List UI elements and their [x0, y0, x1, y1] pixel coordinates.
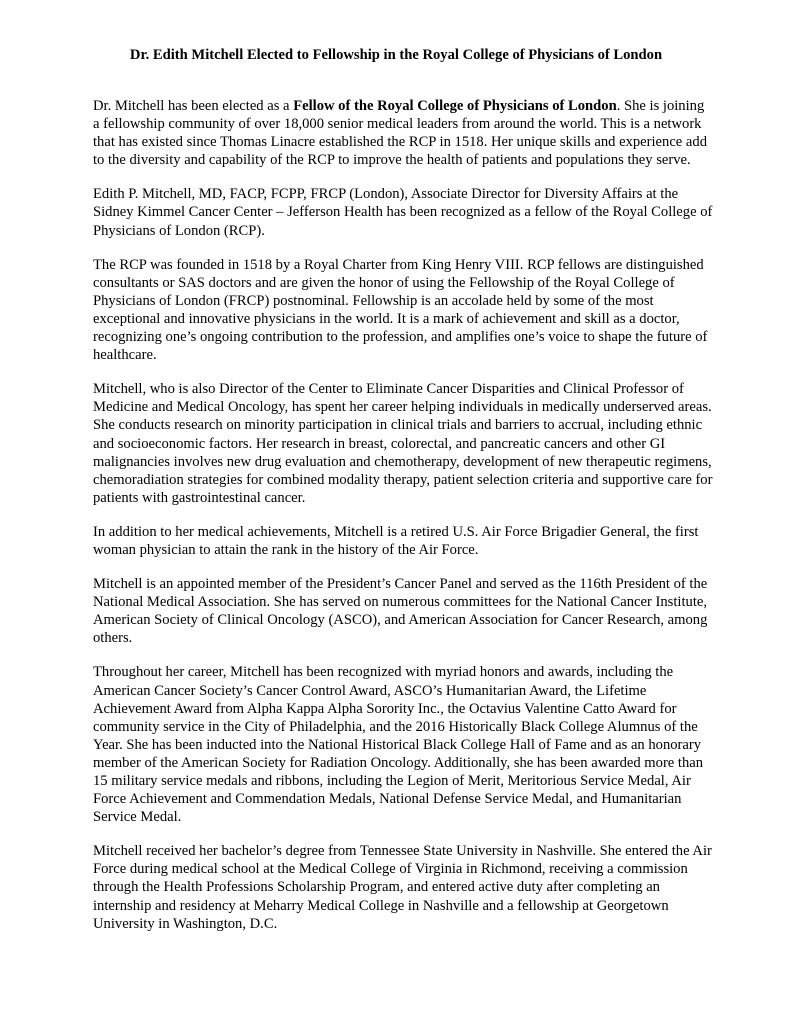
fellowship-title-bold: Fellow of the Royal College of Physicians of London — [293, 98, 617, 114]
paragraph-text: . She is joining a fellowship community of over 18,000 senior medical leaders from around the world. This is a network that has existed since Thomas Linacre established the RCP in 1518. Her unique skills and experience add to the diversity and capability of the RCP to improve the health of patients and populations they serve. — [93, 98, 707, 169]
paragraph-appointments: Mitchell is an appointed member of the President’s Cancer Panel and served as the 116th President of the National Medical Association. She has served on numerous committees for the National Cancer Institute, American Society of Clinical Oncology (ASCO), and American Association for Cancer Research, among others. — [93, 576, 708, 647]
paragraph-text: Dr. Mitchell has been elected as a — [93, 98, 294, 114]
paragraph-education: Mitchell received her bachelor’s degree from Tennessee State University in Nashville. She entered the Air Force during medical school at the Medical College of Virginia in Richmond, receiving a commission through the Health Professions Scholarship Program, and entered active duty after completing an internship and residency at Meharry Medical College in Nashville and a fellowship at Georgetown University in Washington, D.C. — [93, 843, 712, 932]
paragraph-honors: Throughout her career, Mitchell has been recognized with myriad honors and awards, including the American Cancer Society’s Cancer Control Award, ASCO’s Humanitarian Award, the Lifetime Achievement Award from Alpha Kappa Alpha Sorority Inc., the Octavius Valentine Catto Award for community service in the City of Philadelphia, and the 2016 Historically Black College Alumnus of the Year. She has been inducted into the National Historical Black College Hall of Fame and as an honorary member of the American Society for Radiation Oncology. Additionally, she has been awarded more than 15 military service medals and ribbons, including the Legion of Merit, Meritorious Service Medal, Air Force Achievement and Commendation Medals, National Defense Service Medal, and Humanitarian Service Medal. — [93, 664, 704, 826]
paragraph-rcp-history: The RCP was founded in 1518 by a Royal Charter from King Henry VIII. RCP fellows are distinguished consultants or SAS doctors and are given the honor of using the Fellowship of the Royal College of Physicians of London (FRCP) postnominal. Fellowship is an accolade held by some of the most exceptional and innovative physicians in the world. It is a mark of achievement and skill as a doctor, recognizing one’s ongoing contribution to the profession, and amplifies one’s voice to shape the future of healthcare. — [93, 256, 708, 364]
document-body — [93, 97, 713, 949]
paragraph-recognition: Edith P. Mitchell, MD, FACP, FCPP, FRCP (London), Associate Director for Diversity Affairs at the Sidney Kimmel Cancer Center – Jefferson Health has been recognized as a fellow of the Royal College of Physicians of London (RCP). — [93, 186, 713, 239]
paragraph-research: Mitchell, who is also Director of the Center to Eliminate Cancer Disparities and Clinical Professor of Medicine and Medical Oncology, has spent her career helping individuals in medically underserved areas. She conducts research on minority participation in clinical trials and barriers to accrual, including ethnic and socioeconomic factors. Her research in breast, colorectal, and pancreatic cancers and other GI malignancies involves new drug evaluation and chemotherapy, development of new therapeutic regimens, chemoradiation strategies for combined modality therapy, patient selection criteria and supportive care for patients with gastrointestinal cancer. — [93, 381, 713, 506]
paragraph-fellowship-announcement — [93, 97, 713, 169]
document-title: Dr. Edith Mitchell Elected to Fellowship in the Royal College of Physicians of London — [129, 47, 663, 63]
paragraph-air-force: In addition to her medical achievements, Mitchell is a retired U.S. Air Force Brigadier General, the first woman physician to attain the rank in the history of the Air Force. — [93, 523, 699, 558]
